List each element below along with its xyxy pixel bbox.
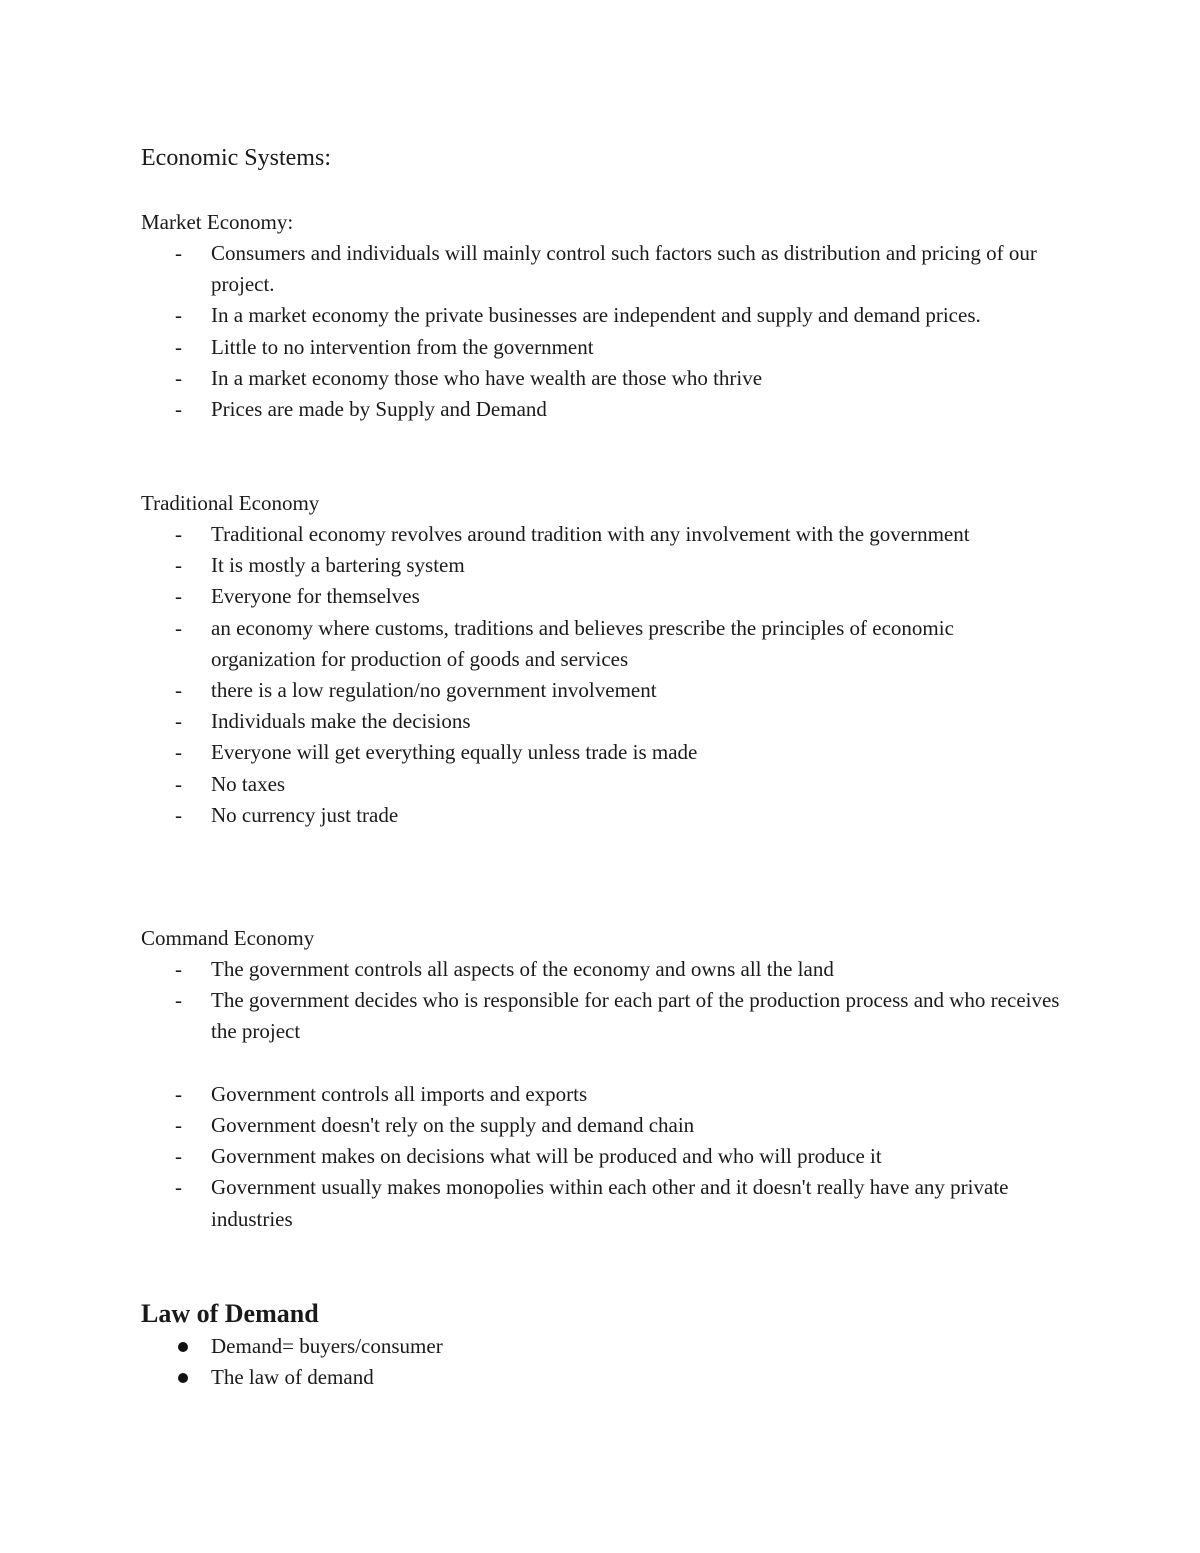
- market-list: [141, 238, 1061, 425]
- list-item-text: Government usually makes monopolies within each other and it doesn't really have any private industries: [211, 1175, 1009, 1231]
- command-economy-section: [141, 923, 1061, 1235]
- list-item-text: In a market economy the private businesses are independent and supply and demand prices.: [211, 303, 981, 328]
- list-item: [141, 613, 1061, 675]
- dash-marker: -: [175, 553, 182, 578]
- page-title: Economic Systems:: [141, 145, 331, 171]
- list-item-text: Government makes on decisions what will be produced and who will produce it: [211, 1144, 882, 1169]
- list-item: [141, 519, 1061, 550]
- list-item: [141, 394, 1061, 425]
- list-item: [141, 1362, 1061, 1393]
- title-block: [141, 141, 1061, 175]
- list-item: [141, 985, 1061, 1047]
- list-item-text: Demand= buyers/consumer: [211, 1334, 443, 1358]
- section-heading-market: Market Economy:: [141, 210, 294, 234]
- dash-marker: -: [175, 709, 182, 734]
- list-item-text: The government controls all aspects of the economy and owns all the land: [211, 957, 834, 981]
- traditional-list: [141, 519, 1061, 831]
- list-item-text: there is a low regulation/no government involvement: [211, 678, 657, 703]
- list-item-text: Everyone for themselves: [211, 584, 420, 609]
- list-item: [141, 706, 1061, 737]
- dash-marker: -: [175, 988, 182, 1013]
- dash-marker: -: [175, 678, 182, 703]
- dash-marker: -: [175, 365, 182, 390]
- traditional-economy-section: [141, 488, 1061, 831]
- dash-marker: -: [175, 241, 182, 265]
- dash-marker: -: [175, 584, 182, 609]
- list-item-text: Government doesn't rely on the supply and demand chain: [211, 1113, 695, 1137]
- list-item-text: Consumers and individuals will mainly control such factors such as distribution and pricing of our project.: [211, 241, 1037, 297]
- list-item-text: No taxes: [211, 771, 286, 796]
- dash-marker: -: [175, 740, 182, 765]
- list-item-text: The law of demand: [211, 1365, 374, 1390]
- list-item-text: In a market economy those who have wealth are those who thrive: [211, 365, 763, 390]
- list-item-text: Everyone will get everything equally unless trade is made: [211, 740, 698, 765]
- list-item: [141, 737, 1061, 768]
- dash-marker: -: [175, 1175, 182, 1200]
- list-item: [141, 332, 1061, 363]
- list-item-text: Prices are made by Supply and Demand: [211, 397, 547, 422]
- list-item-text: an economy where customs, traditions and believes prescribe the principles of economic organization for production of goods and services: [211, 615, 954, 671]
- list-item: [141, 1141, 1061, 1172]
- list-item-text: It is mostly a bartering system: [211, 553, 465, 578]
- section-heading-command: Command Economy: [141, 926, 315, 950]
- list-item: [141, 1110, 1061, 1141]
- section-heading-law-of-demand: Law of Demand: [141, 1299, 319, 1328]
- list-item-text: The government decides who is responsible for each part of the production process and who receives the project: [211, 988, 1060, 1044]
- list-item: [141, 769, 1061, 800]
- dash-marker: -: [175, 397, 182, 422]
- bullet-icon: [178, 1342, 188, 1352]
- section-heading-traditional: Traditional Economy: [141, 491, 320, 515]
- dash-marker: -: [175, 303, 182, 328]
- dash-marker: -: [175, 1081, 182, 1106]
- law-of-demand-list: [141, 1331, 1061, 1393]
- list-item: [141, 363, 1061, 394]
- list-item-text: Little to no intervention from the government: [211, 334, 594, 359]
- list-item: [141, 581, 1061, 612]
- dash-marker: -: [175, 615, 182, 640]
- blank-line: [141, 1048, 1061, 1079]
- dash-marker: -: [175, 1144, 182, 1169]
- dash-marker: -: [175, 1113, 182, 1137]
- dash-marker: -: [175, 334, 182, 359]
- list-item: [141, 1331, 1061, 1362]
- list-item: [141, 550, 1061, 581]
- dash-marker: -: [175, 802, 182, 827]
- list-item: [141, 238, 1061, 300]
- list-item-text: No currency just trade: [211, 802, 399, 827]
- list-item-text: Government controls all imports and exports: [211, 1081, 588, 1106]
- list-item: [141, 300, 1061, 331]
- list-item: [141, 1079, 1061, 1110]
- command-list: [141, 954, 1061, 1235]
- list-item: [141, 1172, 1061, 1234]
- list-item: [141, 675, 1061, 706]
- list-item-text: Individuals make the decisions: [211, 709, 471, 734]
- list-item: [141, 954, 1061, 985]
- bullet-icon: [178, 1373, 188, 1383]
- dash-marker: -: [175, 957, 182, 981]
- list-item-text: Traditional economy revolves around tradition with any involvement with the government: [211, 522, 970, 546]
- list-item: [141, 800, 1061, 831]
- dash-marker: -: [175, 522, 182, 546]
- dash-marker: -: [175, 771, 182, 796]
- law-of-demand-section: [141, 1297, 1061, 1393]
- market-economy-section: [141, 207, 1061, 425]
